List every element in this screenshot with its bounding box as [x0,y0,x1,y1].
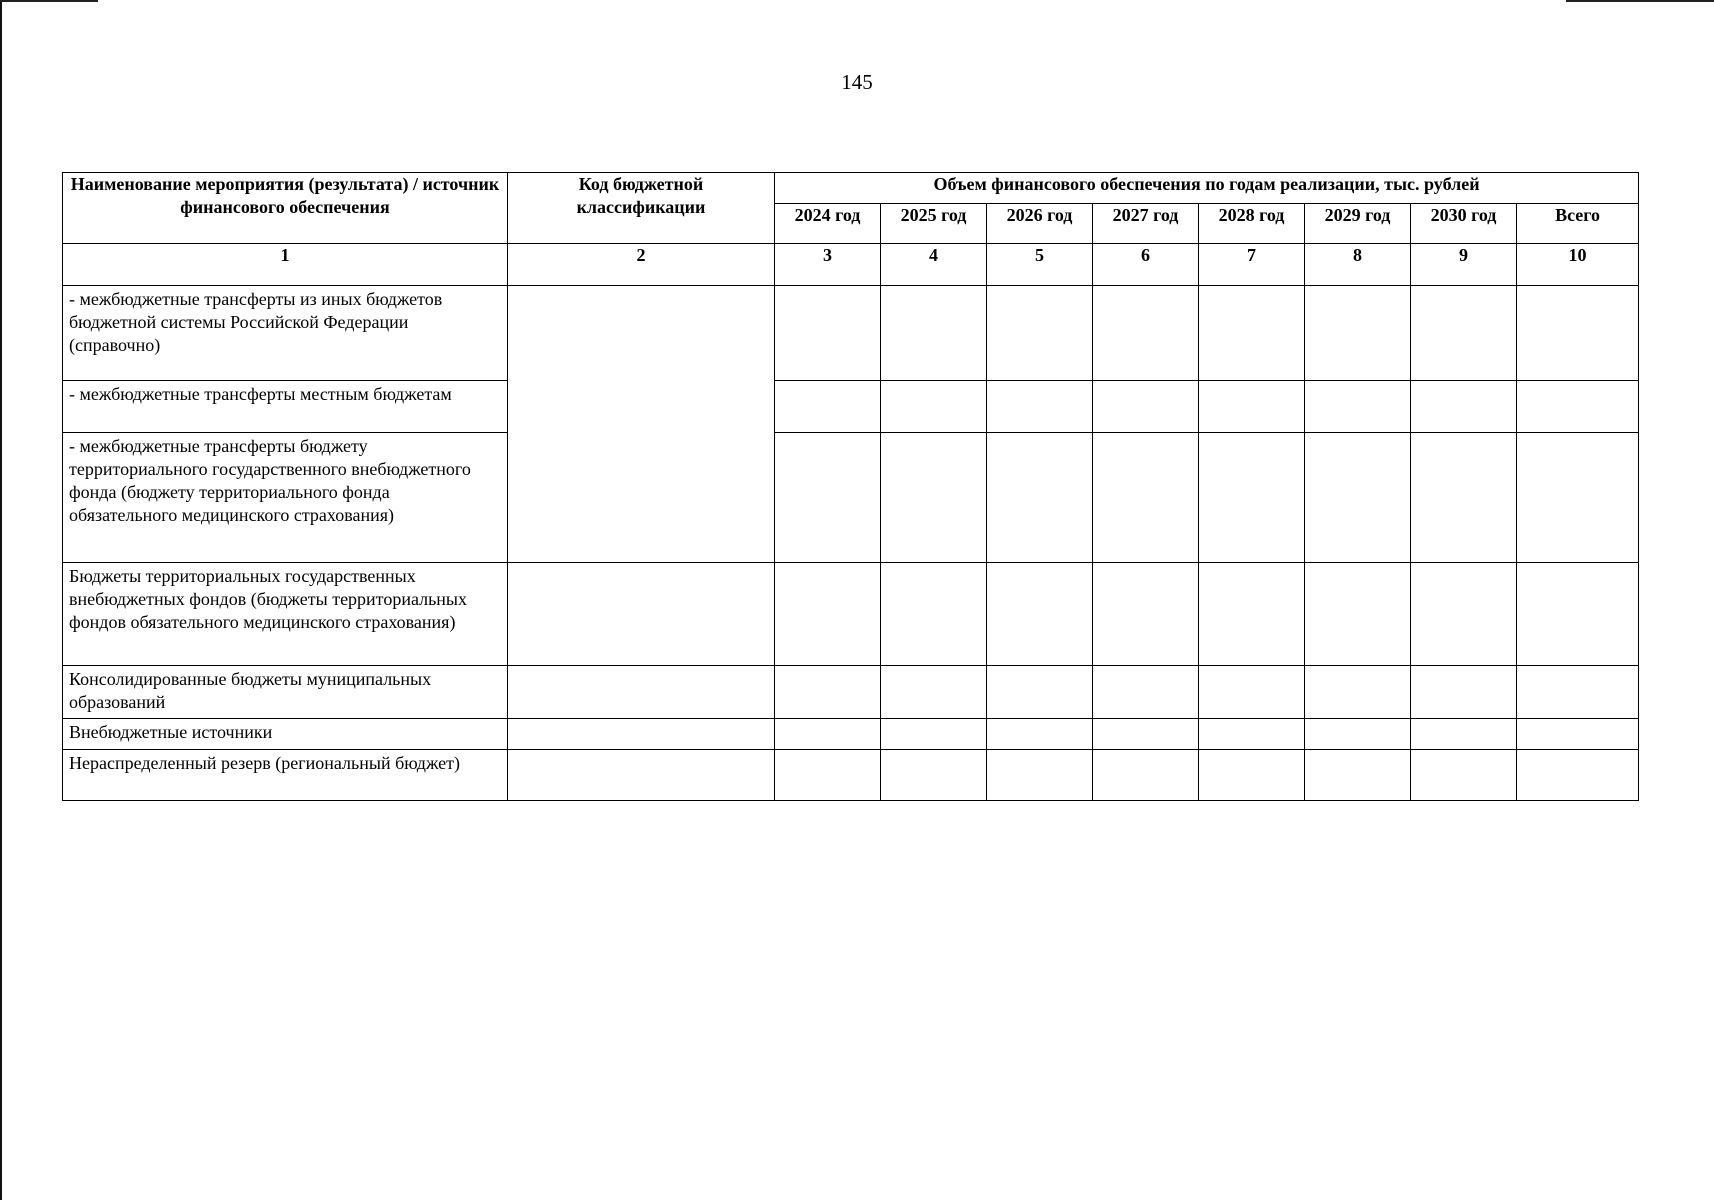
row-name: - межбюджетные трансферты бюджету территориального государственного внебюджетного фонда (бюджету территориального фонда обязательного медицинского страхования) [63,433,508,563]
value-cell [1093,719,1199,750]
row-name: - межбюджетные трансферты из иных бюджетов бюджетной системы Российской Федерации (справочно) [63,286,508,381]
value-cell [1199,666,1305,719]
value-cell [987,750,1093,801]
column-number: 1 [63,244,508,286]
value-cell [775,381,881,433]
value-cell [1093,563,1199,666]
value-cell [1305,719,1411,750]
value-cell [1093,750,1199,801]
value-cell [987,286,1093,381]
header-volume: Объем финансового обеспечения по годам реализации, тыс. рублей [775,173,1639,204]
value-cell [1199,563,1305,666]
header-row-top [63,173,1639,204]
header-year: 2027 год [1093,204,1199,244]
column-number: 6 [1093,244,1199,286]
value-cell [881,719,987,750]
budget-code-cell [508,750,775,801]
page-number: 145 [841,70,873,94]
value-cell [1199,750,1305,801]
header-year: 2030 год [1411,204,1517,244]
value-cell [1199,286,1305,381]
value-cell [987,433,1093,563]
value-cell [987,666,1093,719]
table-row [63,750,1639,801]
value-cell [1305,433,1411,563]
value-cell [1411,563,1517,666]
value-cell [1093,286,1199,381]
budget-code-cell [508,666,775,719]
total-cell [1517,666,1639,719]
table-row [63,286,1639,381]
value-cell [1305,286,1411,381]
value-cell [775,433,881,563]
row-name: - межбюджетные трансферты местным бюджетам [63,381,508,433]
column-number: 4 [881,244,987,286]
value-cell [987,381,1093,433]
header-year: 2029 год [1305,204,1411,244]
value-cell [775,750,881,801]
value-cell [881,381,987,433]
total-cell [1517,286,1639,381]
header-year: 2024 год [775,204,881,244]
value-cell [1199,381,1305,433]
value-cell [987,719,1093,750]
value-cell [1411,719,1517,750]
header-code: Код бюджетной классификации [508,173,775,244]
row-name: Внебюджетные источники [63,719,508,750]
column-number: 9 [1411,244,1517,286]
header-year: 2028 год [1199,204,1305,244]
value-cell [1305,563,1411,666]
table-row [63,433,1639,563]
page-left-edge [0,0,2,1200]
page-top-right-edge [1566,0,1714,2]
header-year: 2025 год [881,204,987,244]
header-total: Всего [1517,204,1639,244]
value-cell [775,286,881,381]
financing-table [62,172,1639,801]
table-row [63,563,1639,666]
header-name: Наименование мероприятия (результата) / источник финансового обеспечения [63,173,508,244]
row-name: Консолидированные бюджеты муниципальных образований [63,666,508,719]
value-cell [881,433,987,563]
column-number: 3 [775,244,881,286]
value-cell [1411,750,1517,801]
column-number: 7 [1199,244,1305,286]
total-cell [1517,750,1639,801]
value-cell [1093,666,1199,719]
page-top-left-edge [0,0,98,2]
value-cell [775,563,881,666]
table-row [63,666,1639,719]
row-name: Нераспределенный резерв (региональный бюджет) [63,750,508,801]
column-number: 2 [508,244,775,286]
value-cell [1305,750,1411,801]
value-cell [881,563,987,666]
value-cell [881,286,987,381]
value-cell [1305,666,1411,719]
total-cell [1517,381,1639,433]
budget-code-cell [508,563,775,666]
value-cell [1411,666,1517,719]
table-row [63,381,1639,433]
value-cell [1199,433,1305,563]
value-cell [775,719,881,750]
value-cell [987,563,1093,666]
value-cell [1093,433,1199,563]
value-cell [1199,719,1305,750]
column-number: 5 [987,244,1093,286]
value-cell [775,666,881,719]
table-row [63,719,1639,750]
value-cell [1411,381,1517,433]
total-cell [1517,719,1639,750]
value-cell [1305,381,1411,433]
value-cell [1411,286,1517,381]
header-row-numbers [63,244,1639,286]
column-number: 10 [1517,244,1639,286]
value-cell [881,666,987,719]
budget-code-cell [508,286,775,563]
column-number: 8 [1305,244,1411,286]
value-cell [1411,433,1517,563]
header-year: 2026 год [987,204,1093,244]
total-cell [1517,433,1639,563]
row-name: Бюджеты территориальных государственных внебюджетных фондов (бюджеты территориальных фондов обязательного медицинского страхования) [63,563,508,666]
value-cell [1093,381,1199,433]
budget-code-cell [508,719,775,750]
total-cell [1517,563,1639,666]
value-cell [881,750,987,801]
